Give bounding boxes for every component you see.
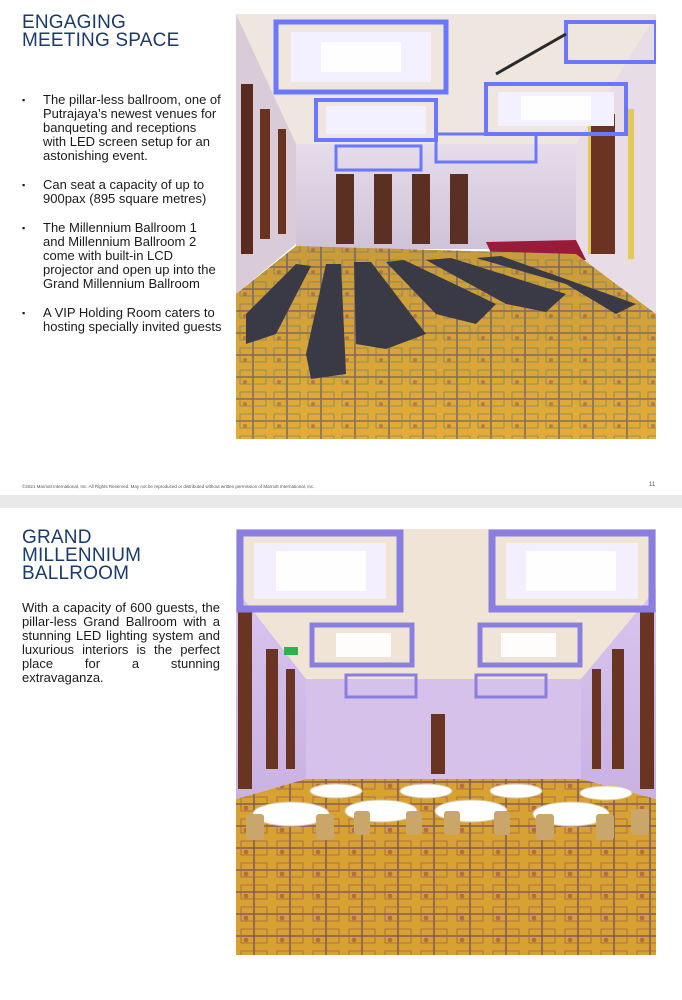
- title-line: BALLROOM: [22, 563, 130, 584]
- ballroom-theatre-photo: [236, 14, 656, 439]
- slide-title: [22, 14, 222, 50]
- grand-ballroom-banquet-photo: [236, 529, 656, 955]
- copyright-footer: ©2021 Marriott International, Inc. All Rights Reserved. May not be reproduced or distributed without written permission of Marriott International, Inc.: [22, 484, 315, 489]
- title-line: ENGAGING: [22, 12, 127, 33]
- page-number: 11: [649, 482, 656, 488]
- title-line: GRAND: [22, 527, 92, 548]
- bullet-item: ▪ The pillar-less ballroom, one of Putrajaya’s newest venues for banqueting and receptions with LED screen setup for an astonishing event.: [22, 93, 222, 163]
- ballroom-description: With a capacity of 600 guests, the pillar-less Grand Ballroom with a stunning LED lighting system and luxurious interiors is the perfect place for a stunning extravaganza.: [22, 600, 220, 685]
- title-line: MEETING SPACE: [22, 30, 180, 51]
- feature-list: [22, 93, 222, 349]
- bullet-item: ▪ Can seat a capacity of up to 900pax (895 square metres): [22, 178, 222, 206]
- slide-title: [22, 529, 222, 583]
- slide-engaging-meeting-space: [0, 0, 682, 495]
- bullet-item: ▪ A VIP Holding Room caters to hosting specially invited guests: [22, 306, 222, 334]
- title-line: MILLENNIUM: [22, 545, 142, 566]
- bullet-item: ▪ The Millennium Ballroom 1 and Millennium Ballroom 2 come with built-in LCD projector and open up into the Grand Millennium Ballroom: [22, 221, 222, 291]
